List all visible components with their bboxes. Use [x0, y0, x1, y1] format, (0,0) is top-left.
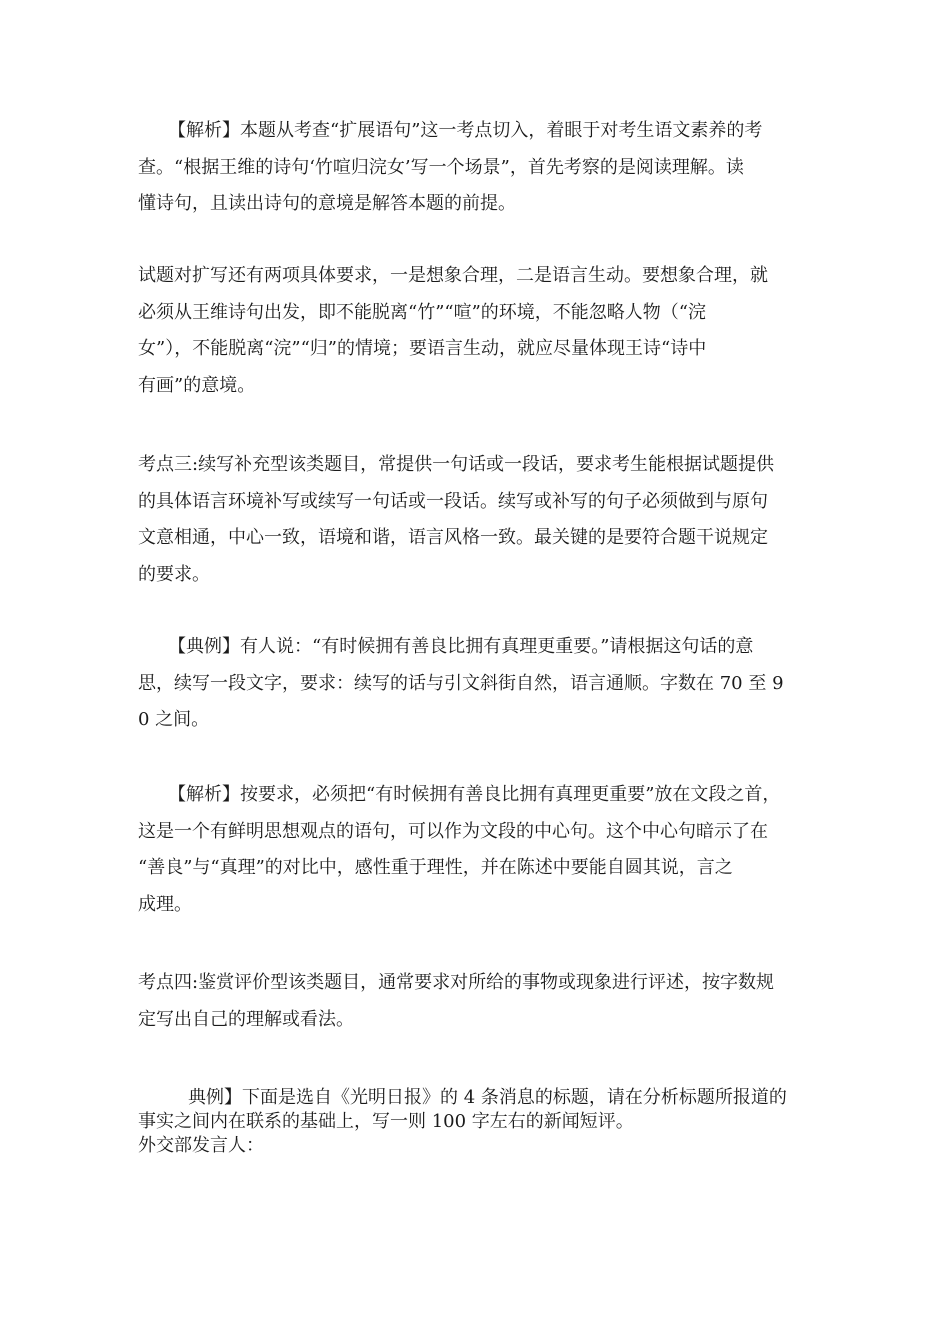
text-line: 懂诗句，且读出诗句的意境是解答本题的前提。 — [138, 193, 516, 214]
paragraph-example-2 — [138, 1086, 822, 1158]
text-line: 考点三:续写补充型该类题目，常提供一句话或一段话，要求考生能根据试题提供 — [138, 454, 775, 475]
text-line: 0 之间。 — [138, 709, 210, 730]
text-line: 文意相通，中心一致，语境和谐，语言风格一致。最关键的是要符合题干说规定 — [138, 527, 768, 548]
text-line: 查。“根据王维的诗句‘竹喧归浣女’写一个场景”，首先考察的是阅读理解。读 — [138, 156, 744, 178]
text-line: 试题对扩写还有两项具体要求，一是想象合理，二是语言生动。要想象合理，就 — [138, 265, 768, 286]
paragraph-point-four — [138, 965, 822, 1038]
text-line: 典例】下面是选自《光明日报》的 4 条消息的标题，请在分析标题所报道的 — [188, 1087, 787, 1108]
paragraph-analysis-2 — [138, 777, 822, 923]
paragraph-analysis-1 — [138, 113, 822, 223]
text-line: 定写出自己的理解或看法。 — [138, 1008, 354, 1030]
paragraph-example-1 — [138, 629, 822, 739]
text-line: 成理。 — [138, 893, 192, 915]
paragraph-requirements — [138, 258, 822, 404]
text-line: 【解析】本题从考查“扩展语句”这一考点切入，着眼于对考生语文素养的考 — [168, 120, 763, 141]
text-line: 【解析】按要求，必须把“有时候拥有善良比拥有真理更重要”放在文段之首， — [168, 784, 781, 805]
text-line: 【典例】有人说：“有时候拥有善良比拥有真理更重要。”请根据这句话的意 — [168, 636, 754, 657]
text-line: 必须从王维诗句出发，即不能脱离“竹”“喧”的环境，不能忽略人物（“浣 — [138, 301, 707, 323]
text-line: 外交部发言人： — [138, 1135, 264, 1156]
paragraph-point-three — [138, 447, 822, 593]
text-line: 的具体语言环境补写或续写一句话或一段话。续写或补写的句子必须做到与原句 — [138, 490, 768, 512]
text-line: 思，续写一段文字，要求：续写的话与引文斜街自然，语言通顺。字数在 70 至 9 — [138, 672, 784, 694]
text-line: 考点四:鉴赏评价型该类题目，通常要求对所给的事物或现象进行评述，按字数规 — [138, 972, 775, 993]
text-line: “善良”与“真理”的对比中，感性重于理性，并在陈述中要能自圆其说，言之 — [138, 857, 733, 878]
text-line: 事实之间内在联系的基础上，写一则 100 字左右的新闻短评。 — [138, 1111, 634, 1132]
text-line: 女”），不能脱离“浣”“归”的情境；要语言生动，就应尽量体现王诗“诗中 — [138, 338, 707, 359]
text-line: 的要求。 — [138, 563, 210, 585]
text-line: 有画”的意境。 — [138, 374, 256, 396]
text-line: 这是一个有鲜明思想观点的语句，可以作为文段的中心句。这个中心句暗示了在 — [138, 820, 768, 842]
